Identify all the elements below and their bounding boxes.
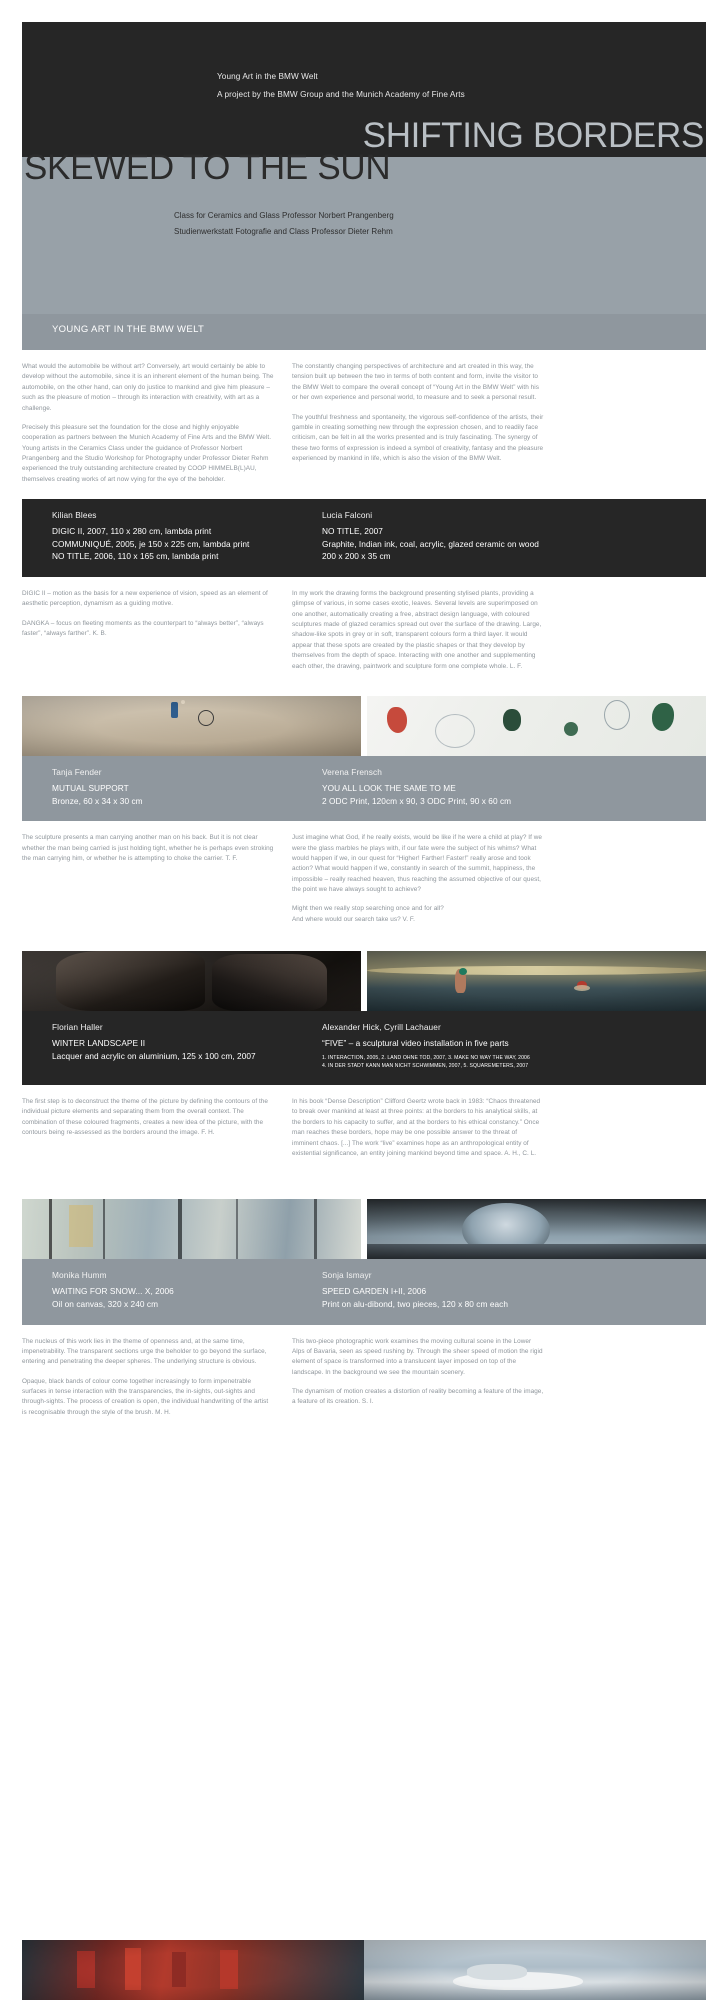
- artwork-line: 2 ODC Print, 120cm x 90, 3 ODC Print, 90 x 60 cm: [322, 795, 512, 806]
- artwork-image-left: [22, 1199, 361, 1259]
- artwork-image-right: [367, 1199, 706, 1259]
- spacer: [0, 1159, 728, 1199]
- hero-credit-line-2: Studienwerkstatt Fotografie and Class Professor Dieter Rehm: [174, 227, 393, 236]
- artwork-image-left: [22, 951, 361, 1011]
- description-paragraph: Just imagine what God, if he really exists, would be like if he were a child at play? If we were the glass marbles he plays with, if our fate were the subject of his whims? What would happen if we, in our quest for “Higher! Farther! Faster!” really arose and took action? What would happen if we, constantly in search of the summit, happiness, the impossible – really reached heaven, thus reaching the assumed objective of our quest, the point we have always sought to achieve?: [292, 834, 542, 894]
- artwork-image-pair: [22, 1199, 706, 1259]
- artist-name: Sonja Ismayr: [322, 1270, 372, 1281]
- artwork-line: 200 x 200 x 35 cm: [322, 551, 391, 562]
- artwork-line: WINTER LANDSCAPE II: [52, 1038, 146, 1049]
- description-paragraph: DIGIC II – motion as the basis for a new experience of vision, speed as an element of aesthetic perception, dynamism as a guiding motive.: [22, 589, 268, 608]
- description-col-left: [22, 1097, 274, 1159]
- description-paragraph: The nucleus of this work lies in the theme of openness and, at the same time, impenetrability. The transparent sections urge the beholder to go beyond the surface, entering and penetrating the deeper spheres. The underlying structure is obvious.: [22, 1337, 267, 1366]
- intro-paragraph: The constantly changing perspectives of architecture and art created in this way, the tension built up between the two in terms of both content and form, invite the visitor to the BMW Welt to compare the overall concept of “Young Art in the BMW Welt” with his or her own experience and personal world, to measure and to seek a personal result.: [292, 363, 539, 402]
- hero-block: [22, 22, 706, 350]
- artist-name: Monika Humm: [52, 1270, 107, 1281]
- artwork-line: DIGIC II, 2007, 110 x 280 cm, lambda print: [52, 526, 212, 537]
- description-col-right: [292, 1337, 544, 1419]
- caption-band: [22, 1011, 706, 1085]
- caption-band: [22, 499, 706, 577]
- description-col-right: [292, 833, 544, 925]
- artwork-line: MUTUAL SUPPORT: [52, 782, 129, 793]
- artist-name: Verena Frensch: [322, 766, 382, 777]
- spacer: [0, 925, 728, 951]
- hero-title-line-2: SKEWED TO THE SUN: [24, 148, 391, 187]
- artist-name: Lucia Falconi: [322, 510, 373, 521]
- artist-name: Tanja Fender: [52, 766, 102, 777]
- caption-col-right: [322, 767, 622, 807]
- artwork-image-left: [22, 1940, 364, 2000]
- description-paragraph: And where would our search take us? V. F.: [292, 915, 415, 923]
- artwork-line: YOU ALL LOOK THE SAME TO ME: [322, 782, 456, 793]
- hero-credit-line-1: Class for Ceramics and Glass Professor Norbert Prangenberg: [174, 211, 394, 220]
- caption-col-right: [322, 1022, 622, 1071]
- description-col-right: [292, 589, 544, 672]
- description-columns: [22, 577, 706, 672]
- description-paragraph: DANGKA – focus on fleeting moments as the counterpart to “always better”, “always faster”, “always farther”. K. B.: [22, 619, 264, 638]
- description-col-left: [22, 833, 274, 925]
- description-col-left: [22, 589, 274, 672]
- artist-name: Alexander Hick, Cyrill Lachauer: [322, 1022, 441, 1033]
- description-col-left: [22, 1337, 274, 1419]
- caption-col-left: [52, 767, 304, 807]
- description-paragraph: Might then we really stop searching once and for all?: [292, 905, 444, 913]
- artwork-line: “FIVE” – a sculptural video installation in five parts: [322, 1038, 509, 1049]
- intro-paragraph: Precisely this pleasure set the foundation for the close and highly enjoyable cooperation as partners between the Munich Academy of Fine Arts and the BMW Welt. Young artists in the Ceramics Class under the guidance of Professor Norbert Prangenberg and the Studio Workshop for Photography under Professor Dieter Rehm experienced the truly outstanding architecture created by COOP HIMMELB(L)AU, themselves creating works of art now vying for the eye of the beholder.: [22, 423, 272, 483]
- description-paragraph: This two-piece photographic work examines the moving cultural scene in the Lower Alps of Bavaria, seen as speed rushing by. Through the sheer speed of motion the rigid element of space is transformed into a translucent layer imposed on top of the landscape. In the background we see the mountain scenery.: [292, 1337, 543, 1376]
- caption-col-left: [52, 1270, 304, 1310]
- hero-subtitle-primary: Young Art in the BMW Welt: [217, 72, 318, 81]
- description-columns: [22, 1085, 706, 1159]
- artwork-line: Bronze, 60 x 34 x 30 cm: [52, 795, 143, 806]
- description-paragraph: The first step is to deconstruct the theme of the picture by defining the contours of the individual picture elements and separating them from the overall context. The combination of these coloured fragments, creates a new idea of the picture, with the contours being re-assessed as the borders around the image. F. H.: [22, 1098, 269, 1137]
- intro-columns: [22, 350, 706, 485]
- intro-column-left: [22, 362, 274, 485]
- artwork-image-right: [367, 696, 706, 756]
- description-paragraph: In his book “Dense Description” Clifford Geertz wrote back in 1983: “Chaos threatened to break over mankind at least at three points: at the borders to his analytical skills, at the borders to his capacity to suffer, and at the borders to his ethical constancy.” Once man reaches these borders, hope may be one possible answer to the threat of imminent chaos. [...] The work “live” examines hope as an anthropological entity of existential significance, an entity joining mankind beyond time and space. A. H., C. L.: [292, 1098, 541, 1157]
- artwork-line: SPEED GARDEN I+II, 2006: [322, 1286, 427, 1297]
- artwork-image-pair: [22, 951, 706, 1011]
- description-col-right: [292, 1097, 544, 1159]
- artwork-line: Print on alu-dibond, two pieces, 120 x 80 cm each: [322, 1298, 509, 1309]
- intro-paragraph: What would the automobile be without art? Conversely, art would certainly be able to develop without the automobile, since it is an inherent element of the human being. The automobile, on the other hand, can only do justice to mankind and give him pleasure – such as the pleasure of motion – through its interaction with creativity, with art as a challenge.: [22, 363, 274, 412]
- caption-band: [22, 1259, 706, 1324]
- description-paragraph: The dynamism of motion creates a distortion of reality becoming a feature of the image, a feature of its creation. S. I.: [292, 1388, 544, 1406]
- artwork-line: Lacquer and acrylic on aluminium, 125 x 100 cm, 2007: [52, 1050, 256, 1061]
- spacer: [0, 485, 728, 499]
- description-columns: [22, 1325, 706, 1419]
- description-columns: [22, 821, 706, 925]
- artwork-image-left: [22, 696, 361, 756]
- caption-col-left: [52, 1022, 304, 1071]
- hero-title-line-1: SHIFTING BORDERS: [362, 116, 704, 155]
- hero-band-label: YOUNG ART IN THE BMW WELT: [52, 324, 205, 335]
- artwork-parts-line: 4. IN DER STADT KANN MAN NICHT SCHWIMMEN, 2007, 5. SQUAREMETERS, 2007: [322, 1063, 529, 1070]
- artwork-line: Graphite, Indian ink, coal, acrylic, glazed ceramic on wood: [322, 538, 539, 549]
- artwork-image-right: [367, 951, 706, 1011]
- caption-col-right: [322, 1270, 622, 1310]
- intro-column-right: [292, 362, 544, 485]
- artwork-line: WAITING FOR SNOW... X, 2006: [52, 1286, 174, 1297]
- description-paragraph: The sculpture presents a man carrying another man on his back. But it is not clear whether the man being carried is just holding tight, whether he is perhaps even stroking the man carrying him, or whether he is attempting to choke the carrier. T. F.: [22, 834, 274, 862]
- artwork-image-pair: [22, 696, 706, 756]
- artwork-line: NO TITLE, 2006, 110 x 165 cm, lambda print: [52, 551, 219, 562]
- hero-subtitle-secondary: A project by the BMW Group and the Munich Academy of Fine Arts: [217, 90, 465, 99]
- artwork-line: COMMUNIQUÉ, 2005, je 150 x 225 cm, lambda print: [52, 538, 250, 549]
- artwork-line: Oil on canvas, 320 x 240 cm: [52, 1298, 159, 1309]
- artwork-line: NO TITLE, 2007: [322, 526, 383, 537]
- caption-col-left: [52, 510, 304, 563]
- hero-section-band: [22, 314, 706, 350]
- caption-col-right: [322, 510, 622, 563]
- description-paragraph: In my work the drawing forms the background presenting stylised plants, providing a glimpse of various, in some cases exotic, leaves. Several levels are superimposed on one another, automatically creating a free, abstract design language, with coloured sculptures made of glazed ceramics spread out over the surface of the drawing. Large, shadow-like spots in grey or in soft, transparent colours form a third layer. It would appear that these spots are created by the plastic shapes or that they develop by themselves from the depth of space. Interacting with one another and supplementing each other, the drawing, paintwork and sculpture form one complete whole. L. F.: [292, 589, 542, 670]
- artist-name: Florian Haller: [52, 1022, 103, 1033]
- artwork-image-pair-partial: [22, 1940, 706, 2000]
- description-paragraph: Opaque, black bands of colour come together increasingly to form impenetrable surfaces in tense interaction with the transparencies, the in-sights, out-sights and through-sights. The process of creation is open, the individual handwriting of the artist is recognisable through the style of the brush. M. H.: [22, 1377, 269, 1416]
- intro-paragraph: The youthful freshness and spontaneity, the vigorous self-confidence of the artists, their gamble in creating something new through the expression chosen, and to readily face criticism, can be felt in all the works presented and is truly fascinating. The synergy of these two forms of expression is indeed a symbol of creativity, fantasy and the pleasure experienced by mankind in life, which is also the vision of the BMW Welt.: [292, 413, 544, 462]
- artist-name: Kilian Blees: [52, 510, 97, 521]
- artwork-image-right: [364, 1940, 706, 2000]
- spacer: [0, 672, 728, 696]
- caption-band: [22, 756, 706, 821]
- artwork-parts-line: 1. INTERACTION, 2005, 2. LAND OHNE TOD, 2007, 3. MAKE NO WAY THE WAY, 2006: [322, 1054, 530, 1061]
